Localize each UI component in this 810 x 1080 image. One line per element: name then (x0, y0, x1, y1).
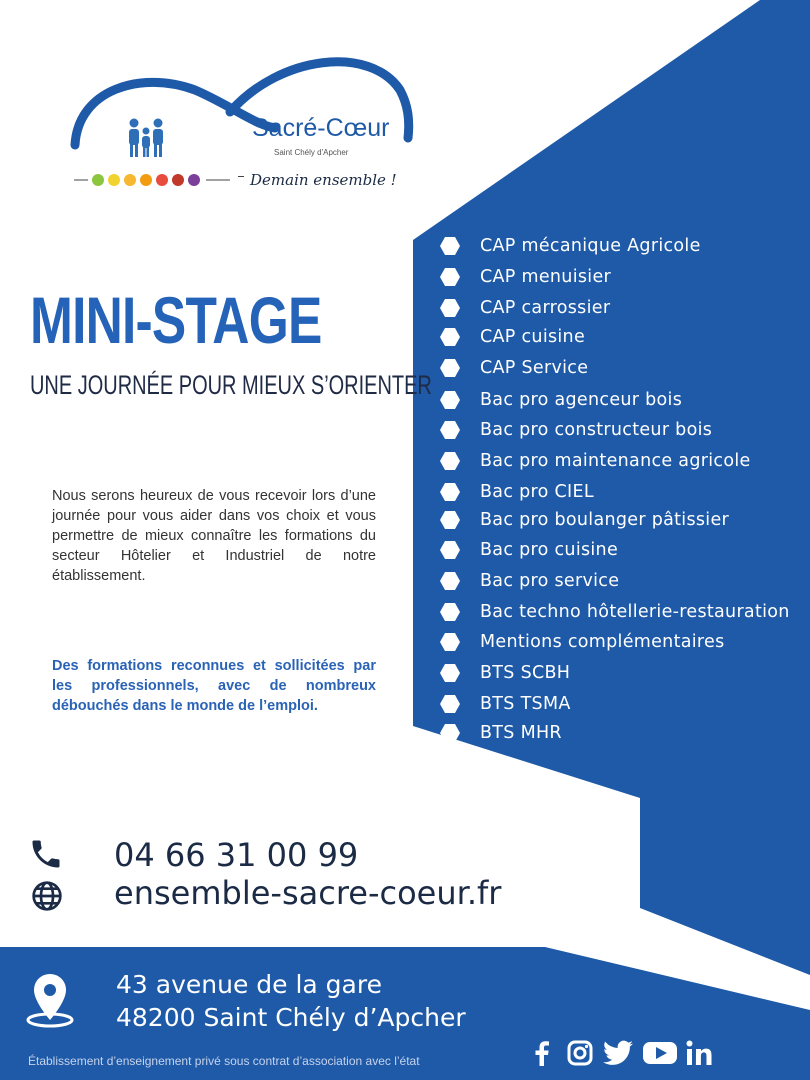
hexagon-bullet-icon (440, 541, 460, 559)
logo-dot (140, 174, 152, 186)
website-link[interactable]: ensemble-sacre-coeur.fr (114, 874, 502, 912)
page-subtitle: UNE JOURNÉE POUR MIEUX S’ORIENTER (30, 370, 432, 400)
formation-item[interactable]: CAP mécanique Agricole (440, 234, 701, 258)
logo-dot (92, 174, 104, 186)
formation-item[interactable]: Bac pro agenceur bois (440, 388, 682, 412)
instagram-icon[interactable] (566, 1038, 594, 1068)
phone-number[interactable]: 04 66 31 00 99 (114, 836, 359, 874)
intro-paragraph: Nous serons heureux de vous recevoir lors d’une journée pour vous aider dans vos choix et vous permettre de mieux connaître les formations du secteur Hôtelier et Industriel de notre établissement. (52, 488, 376, 584)
hexagon-bullet-icon (440, 724, 460, 742)
formation-item[interactable]: Bac pro CIEL (440, 480, 594, 504)
legal-notice: Établissement d’enseignement privé sous contrat d’association avec l’état (28, 1054, 420, 1068)
formation-item[interactable]: CAP carrossier (440, 296, 610, 320)
logo-name: Sacré-Cœur (252, 114, 390, 142)
hexagon-bullet-icon (440, 391, 460, 409)
formation-item[interactable]: CAP menuisier (440, 265, 611, 289)
logo-colored-dots (74, 172, 234, 188)
highlight-paragraph: Des formations reconnues et sollicitées par les professionnels, avec de nombreux débouchés dans le monde de l’emploi. (52, 658, 376, 714)
globe-icon (31, 880, 63, 912)
hexagon-bullet-icon (440, 511, 460, 529)
linkedin-icon[interactable] (684, 1038, 714, 1068)
hexagon-bullet-icon (440, 268, 460, 286)
formation-item[interactable]: CAP Service (440, 356, 588, 380)
logo-dot (172, 174, 184, 186)
hexagon-bullet-icon (440, 237, 460, 255)
hexagon-bullet-icon (440, 695, 460, 713)
logo-dot (124, 174, 136, 186)
formation-item[interactable]: Bac pro service (440, 569, 619, 593)
phone-icon (28, 836, 64, 872)
formation-item[interactable]: Bac pro constructeur bois (440, 418, 712, 442)
hexagon-bullet-icon (440, 572, 460, 590)
address-line-1: 43 avenue de la gare (116, 970, 382, 999)
hexagon-bullet-icon (440, 483, 460, 501)
formation-item[interactable]: BTS TSMA (440, 692, 571, 716)
formation-item[interactable]: Bac pro maintenance agricole (440, 449, 751, 473)
page-title: MINI-STAGE (30, 283, 322, 357)
hexagon-bullet-icon (440, 299, 460, 317)
hexagon-bullet-icon (440, 359, 460, 377)
logo-dot (156, 174, 168, 186)
formation-item[interactable]: BTS SCBH (440, 661, 570, 685)
hexagon-bullet-icon (440, 664, 460, 682)
slogan-rule (238, 176, 244, 177)
logo-dot (108, 174, 120, 186)
formation-item[interactable]: Bac techno hôtellerie-restauration (440, 600, 790, 624)
hexagon-bullet-icon (440, 603, 460, 621)
formation-item[interactable]: Bac pro cuisine (440, 538, 618, 562)
twitter-icon[interactable] (602, 1038, 634, 1068)
hexagon-bullet-icon (440, 328, 460, 346)
logo-dot (188, 174, 200, 186)
logo-slogan: Demain ensemble ! (250, 171, 397, 189)
facebook-icon[interactable] (528, 1038, 554, 1068)
youtube-icon[interactable] (642, 1038, 678, 1068)
hexagon-bullet-icon (440, 633, 460, 651)
formation-item[interactable]: Bac pro boulanger pâtissier (440, 508, 729, 532)
map-pin-icon (24, 972, 76, 1028)
hexagon-bullet-icon (440, 421, 460, 439)
logo-location: Saint Chély d'Apcher (274, 148, 349, 157)
people-icon (124, 117, 168, 159)
formation-item[interactable]: BTS MHR (440, 721, 562, 745)
hexagon-bullet-icon (440, 452, 460, 470)
formation-item[interactable]: Mentions complémentaires (440, 630, 725, 654)
formation-item[interactable]: CAP cuisine (440, 325, 585, 349)
address-line-2: 48200 Saint Chély d’Apcher (116, 1003, 466, 1032)
